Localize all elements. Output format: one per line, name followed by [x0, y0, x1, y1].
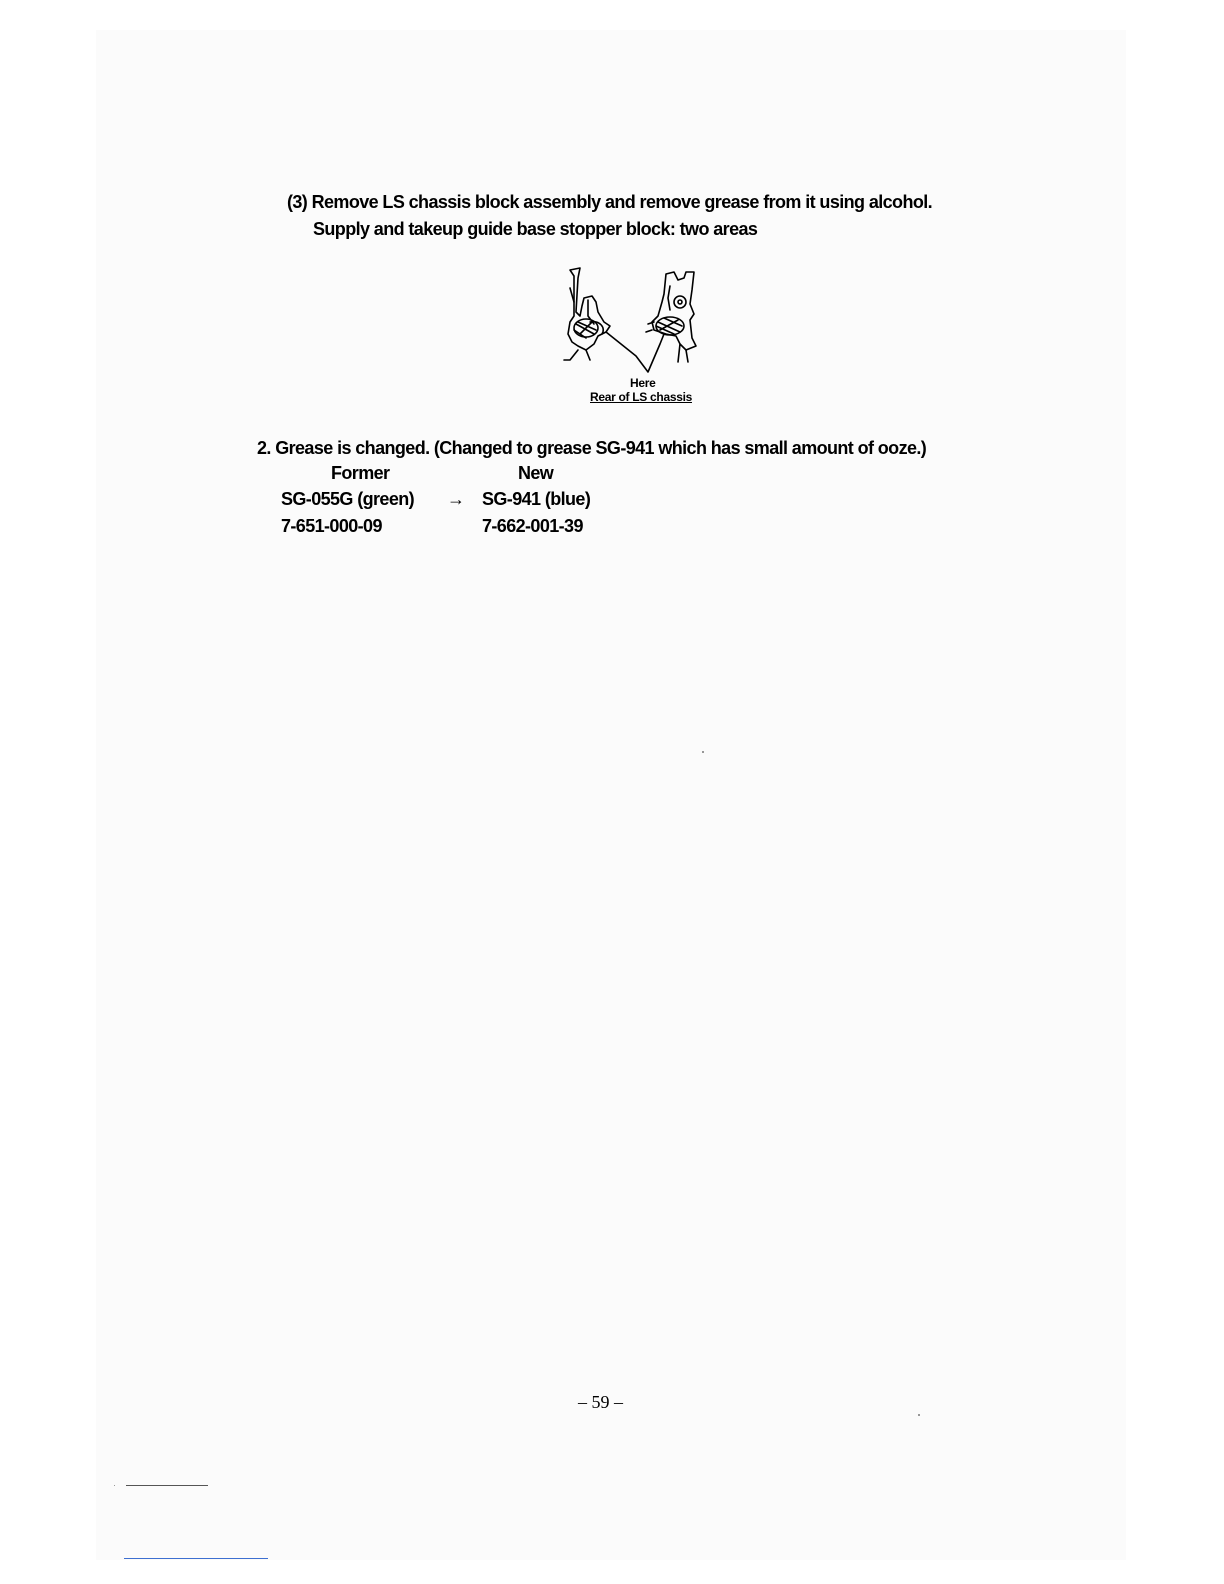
- scan-speck: [702, 751, 704, 753]
- new-part-number: 7-662-001-39: [482, 516, 583, 536]
- grease-location-figure: [556, 264, 726, 409]
- former-part-number: 7-651-000-09: [281, 516, 382, 536]
- column-header-former: Former: [331, 463, 390, 483]
- new-grease-name: SG-941 (blue): [482, 489, 591, 509]
- figure-caption: Rear of LS chassis: [590, 390, 692, 404]
- column-header-new: New: [518, 463, 554, 483]
- scan-speck: [918, 1414, 920, 1416]
- page-number: – 59 –: [578, 1392, 623, 1412]
- bottom-link-underline: [124, 1558, 268, 1559]
- item-2-heading: 2. Grease is changed. (Changed to grease SG-941 which has small amount of ooze.): [257, 438, 927, 458]
- step-3-instruction: (3) Remove LS chassis block assembly and remove grease from it using alcohol.: [287, 192, 933, 212]
- arrow-icon: →: [447, 489, 465, 509]
- scan-rule-line: [126, 1485, 208, 1486]
- here-label: Here: [630, 376, 656, 390]
- former-grease-name: SG-055G (green): [281, 489, 415, 509]
- scanned-page: [96, 30, 1126, 1560]
- step-3-detail: Supply and takeup guide base stopper block: two areas: [313, 219, 758, 239]
- scan-speck: [114, 1485, 115, 1486]
